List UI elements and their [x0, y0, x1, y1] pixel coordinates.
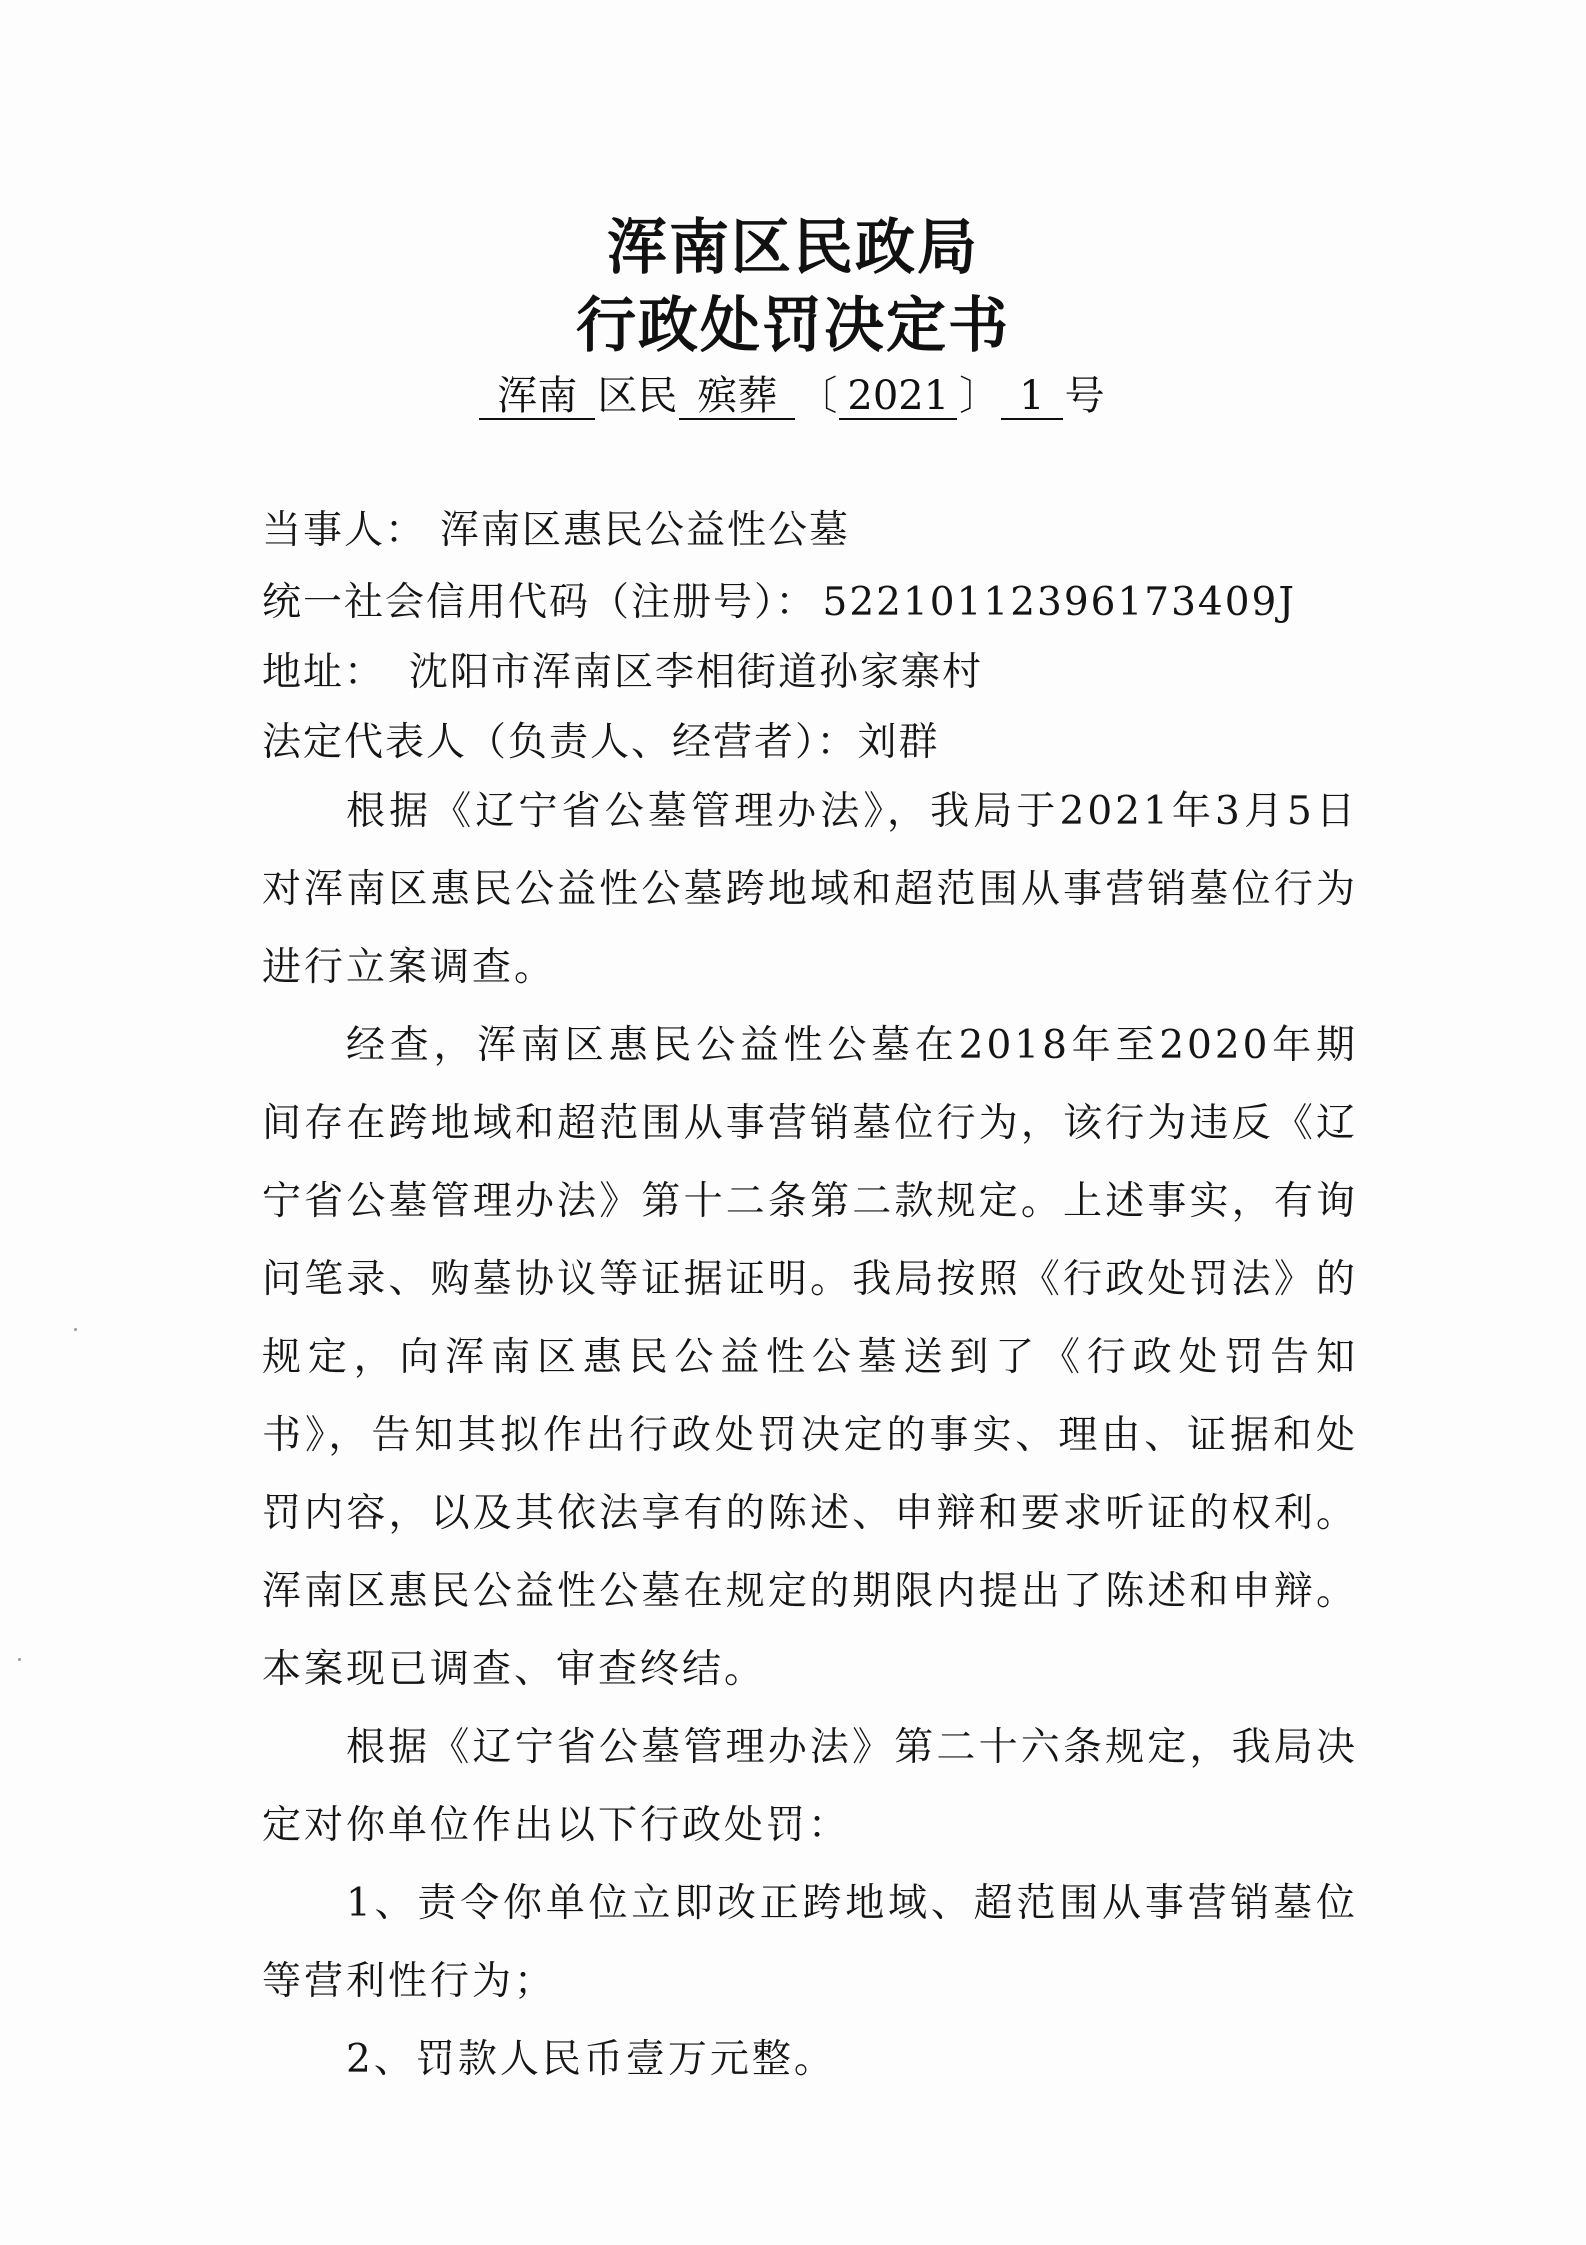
credit-code-value: 52210112396173409J [822, 580, 1296, 625]
representative-label: 法定代表人（负责人、经营者）： [262, 720, 858, 765]
doc-number-year-open: 〔 [797, 373, 838, 419]
representative-value: 刘群 [857, 720, 940, 765]
doc-number-district: 浑南 [479, 374, 595, 420]
paragraph-findings: 经查，浑南区惠民公益性公墓在2018年至2020年期间存在跨地域和超范围从事营销墓位行为，该行为违反《辽宁省公墓管理办法》第十二条第二款规定。上述事实，有询问笔录、购墓协议等证据证明。我局按照《行政处罚法》的规定，向浑南区惠民公益性公墓送到了《行政处罚告知书》，告知其拟作出行政处罚决定的事实、理由、证据和处罚内容，以及其依法享有的陈述、申辩和要求听证的权利。浑南区惠民公益性公墓在规定的期限内提出了陈述和申辩。本案现已调查、审查终结。 [262, 1023, 1358, 1692]
document-number [0, 364, 1586, 421]
address-line [262, 650, 983, 696]
document-title: 行政处罚决定书 [576, 291, 1010, 361]
party-label: 当事人： [262, 508, 427, 553]
doc-number-year-close: 〕 [959, 373, 1000, 419]
issuer-title: 浑南区民政局 [607, 213, 979, 283]
doc-number-serial: 1 [1001, 374, 1062, 420]
party-value: 浑南区惠民公益性公墓 [440, 508, 851, 553]
credit-code-line [262, 580, 1296, 626]
party-line [262, 508, 850, 554]
paragraph-case-filing: 根据《辽宁省公墓管理办法》，我局于2021年3月5日对浑南区惠民公益性公墓跨地域和超范围从事营销墓位行为进行立案调查。 [262, 789, 1358, 990]
doc-number-middle: 区民 [597, 373, 678, 419]
address-value: 沈阳市浑南区李相街道孙家寨村 [409, 650, 984, 695]
representative-line [262, 720, 940, 766]
doc-number-suffix: 号 [1064, 373, 1105, 419]
paragraph-legal-basis: 根据《辽宁省公墓管理办法》第二十六条规定，我局决定对你单位作出以下行政处罚： [262, 1725, 1358, 1848]
doc-number-category: 殡葬 [679, 374, 795, 420]
credit-code-label: 统一社会信用代码（注册号）： [262, 580, 817, 625]
scan-speck [18, 1658, 21, 1661]
paragraph-penalty-item-2: 2、罚款人民币壹万元整。 [346, 2037, 836, 2082]
decision-body [262, 773, 1358, 2099]
scan-speck [74, 1328, 77, 1331]
address-label: 地址： [262, 650, 386, 695]
paragraph-penalty-item-1: 1、责令你单位立即改正跨地域、超范围从事营销墓位等营利性行为； [262, 1881, 1358, 2004]
doc-number-year: 2021 [839, 374, 957, 420]
